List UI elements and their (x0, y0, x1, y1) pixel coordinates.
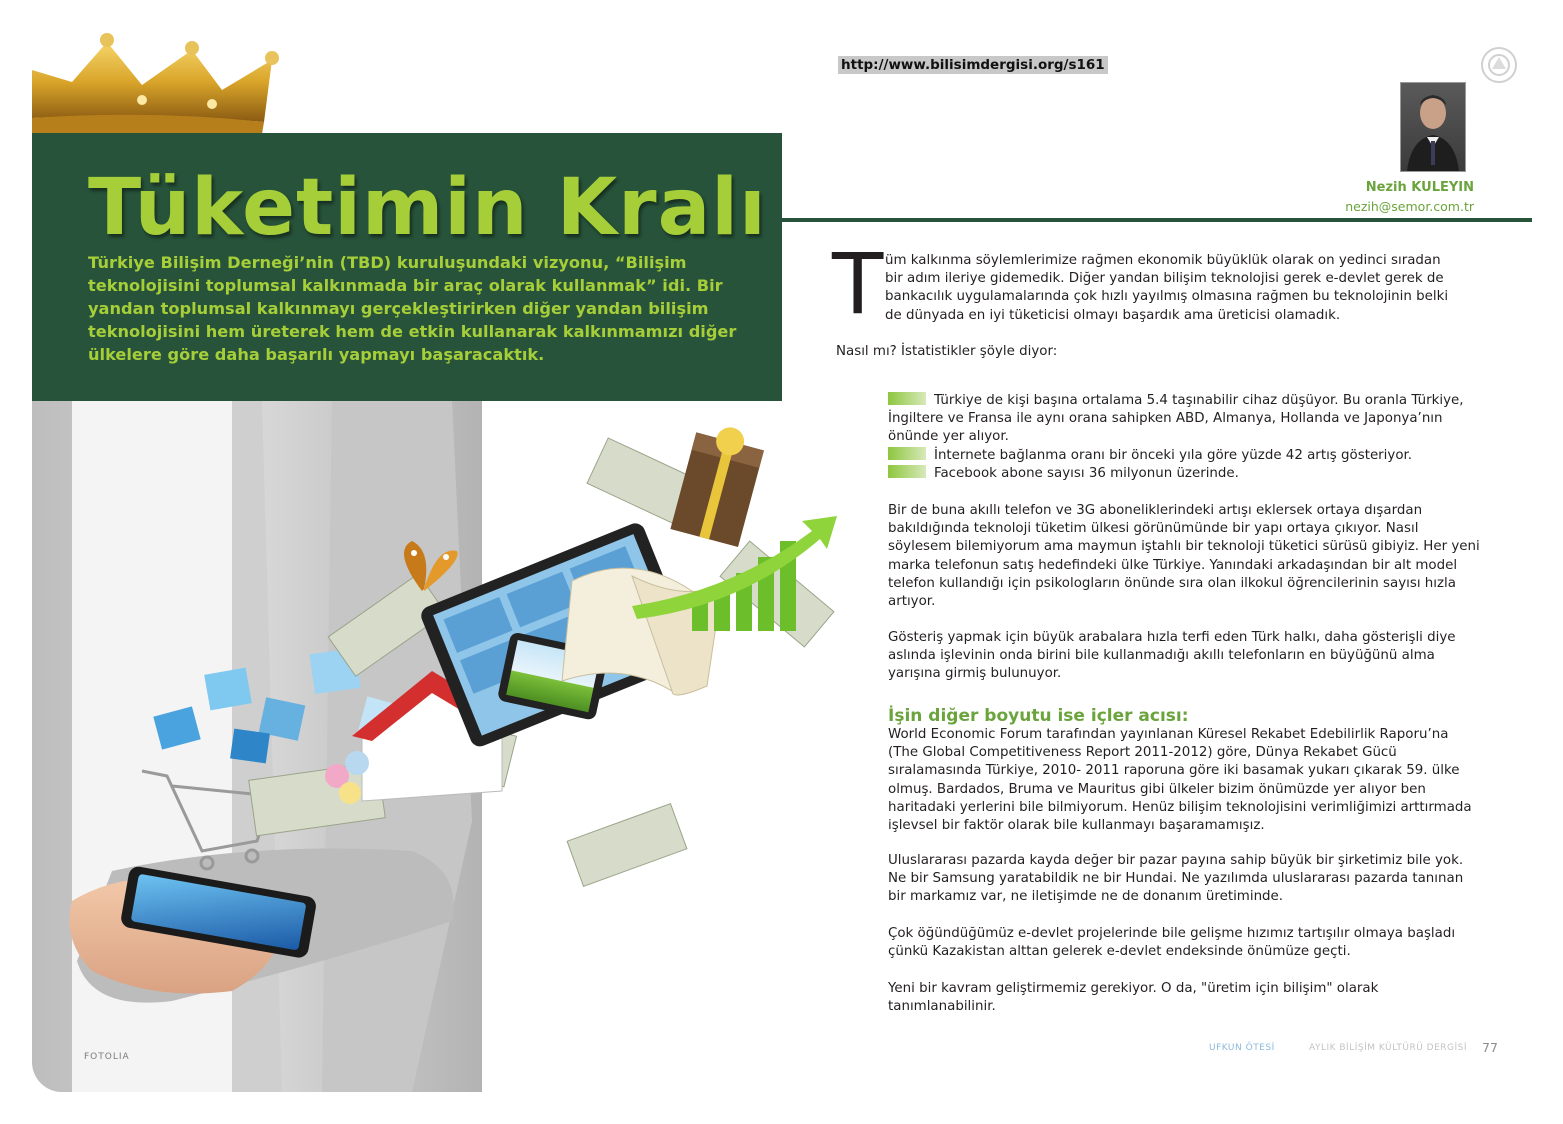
paragraph: Çok öğündüğümüz e-devlet projelerinde bile gelişme hızımız tartışılır olmaya başladı çünkü Kazakistan alttan gelerek e-devlet endeksinde önümüze geçti. (888, 926, 1456, 960)
page-number: 77 (1482, 1040, 1498, 1055)
author-email[interactable]: nezih@semor.com.tr (1345, 199, 1474, 214)
statistics-list (888, 392, 1488, 483)
source-url[interactable]: http://www.bilisimdergisi.org/s161 (838, 56, 1108, 74)
article-intro: Türkiye Bilişim Derneği’nin (TBD) kuruluşundaki vizyonu, “Bilişim teknolojisini toplumsal kalkınmada bir araç olarak kullanmak” idi. Bir yandan toplumsal kalkınmayı gerçekleştirirken diğer yandan bilişim teknolojisini hem üreterek hem de etkin kullanarak kalkınmamızı diğer ülkelere göre daha başarılı yapmayı başaracaktık. (88, 253, 737, 364)
list-item (888, 392, 1488, 447)
bullet-bar (888, 465, 926, 478)
bullet-text: Türkiye de kişi başına ortalama 5.4 taşınabilir cihaz düşüyor. Bu oranla Türkiye, İngiltere ve Fransa ile aynı orana sahipken ABD, Almanya, Hollanda ve Japonya’nın önünde yer alıyor. (888, 393, 1464, 445)
paragraph: Gösteriş yapmak için büyük arabalara hızla terfi eden Türk halkı, daha gösterişli diye aslında işlevinin onda birini bile kullanmadığı akıllı telefonların en büyüğünü alma yarışına girmiş bulunuyor. (888, 630, 1456, 682)
hero-photo (32, 401, 872, 1092)
crown-image (32, 30, 302, 135)
paragraph: Uluslararası pazarda kayda değer bir pazar payına sahip büyük bir şirketimiz bile yok. Ne bir Samsung yaratabildik ne bir Hundai. Ne yazılımda uluslararası pazarda tanınan bir markamız var, ne iletişimde ne de donanım üretiminde. (888, 853, 1464, 905)
footer-magazine: AYLIK BİLİŞİM KÜLTÜRÜ DERGİSİ (1309, 1043, 1468, 1053)
bullet-text: İnternete bağlanma oranı bir önceki yıla göre yüzde 42 artış gösteriyor. (934, 447, 1413, 463)
author-photo (1400, 82, 1466, 172)
paragraph: World Economic Forum tarafından yayınlanan Küresel Rekabet Edebilirlik Raporu’na (The Global Competitiveness Report 2011-2012) göre, Dünya Rekabet Gücü sıralamasında Türkiye, 2010- 2011 raporuna göre iki basamak yukarı çıkarak 59. ülke olmuş. Bardados, Bruma ve Mauritus gibi ülkeler bizim önümüzde yer alıyor ben haritadaki yerlerini bile bilmiyorum. Henüz bilişim teknolojisini verimliğimizi arttırmada işlevsel bir faktör olarak bile kullanmayı başaramamışız. (888, 727, 1472, 834)
article-title: Tüketimin Kralı (88, 163, 767, 253)
magazine-page (32, 30, 1532, 1092)
section-heading: İşin diğer boyutu ise içler acısı: (888, 706, 1189, 726)
bullet-bar (888, 392, 926, 405)
photo-credit: FOTOLIA (84, 1052, 130, 1062)
bullet-bar (888, 447, 926, 460)
list-item (888, 447, 1488, 465)
author-name: Nezih KULEYIN (1365, 180, 1474, 195)
header-rule (782, 218, 1532, 222)
paragraph: Yeni bir kavram geliştirmemiz gerekiyor. O da, "üretim için bilişim" olarak tanımlanabilinir. (888, 981, 1379, 1015)
statistics-intro: Nasıl mı? İstatistikler şöyle diyor: (836, 344, 1058, 359)
paragraph: Bir de buna akıllı telefon ve 3G aboneliklerindeki artışı eklersek ortaya dışardan bakıldığında teknoloji tüketim ülkesi görünümünde bir yapı ortaya çıkıyor. Nasıl söylesem bilemiyorum ama maymun iştahlı bir teknoloji tüketici sürüsü gibiyiz. Her yeni marka telefonun satış hedefindeki ülke Türkiye. Yanındaki arkadaşından bir alt model telefon kullandığı için psikologların önünde sıra olan ilkokul öğrencilerinin sayısı hızla artıyor. (888, 503, 1480, 610)
magazine-logo-icon (1480, 46, 1518, 84)
drop-cap: T (832, 235, 884, 333)
list-item (888, 465, 1488, 483)
bullet-text: Facebook abone sayısı 36 milyonun üzerinde. (934, 465, 1239, 481)
title-panel (32, 133, 782, 401)
lead-paragraph: üm kalkınma söylemlerimize rağmen ekonomik büyüklük olarak on yedinci sıradan bir adım ileriye gidemedik. Diğer yandan bilişim teknolojisi gerek e-devlet gerek de bankacılık uygulamalarında çok hızlı yayılmış olmasına rağmen bu teknolojinin belki de dünyada en iyi tüketicisi olmayı başardık ama üreticisi olamadık. (885, 253, 1449, 323)
footer-section: UFKUN ÖTESİ (1209, 1043, 1275, 1053)
